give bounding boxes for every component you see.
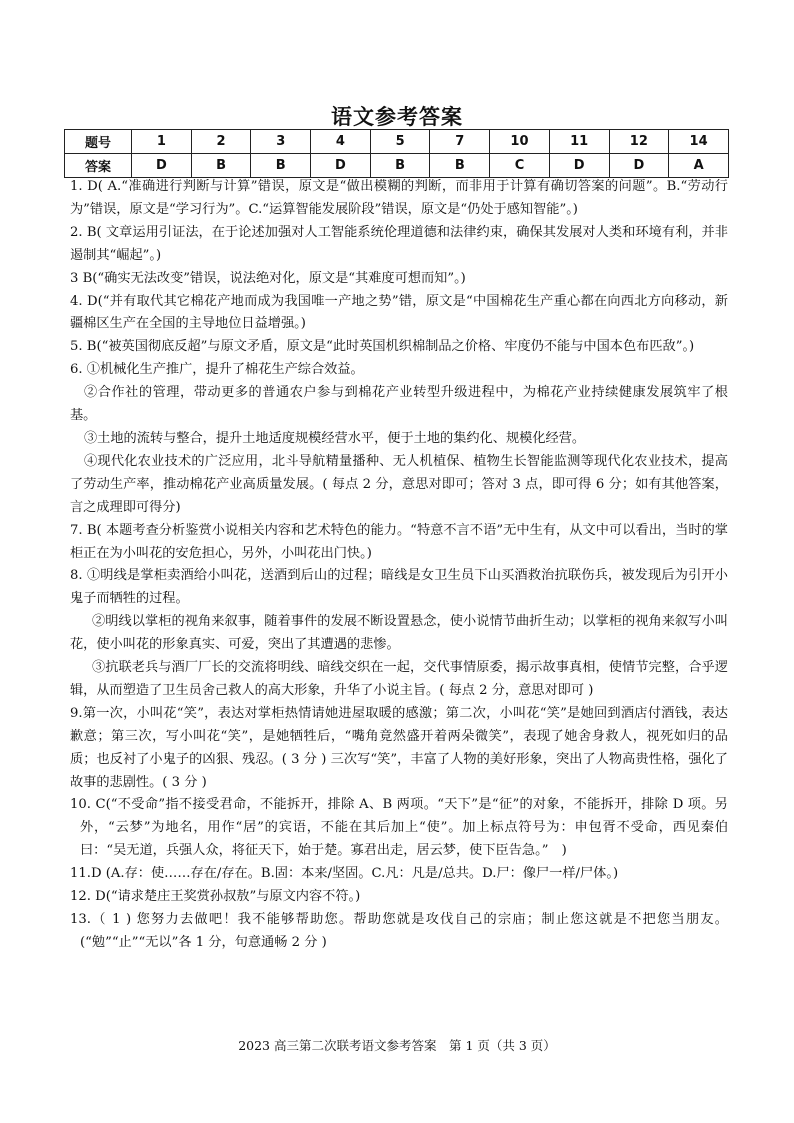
answer-11-explanation: 11.D (A.存：使……存在/存在。B.固：本来/坚固。C.凡：凡是/总共。D.尸：像尸一样/尸体。) <box>70 866 619 882</box>
table-answer-label: 答案 <box>65 154 132 178</box>
answer-table-answer-row <box>65 154 729 178</box>
answer-8-point-1: 8. ①明线是掌柜卖酒给小叫花，送酒到后山的过程；暗线是女卫生员下山买酒救治抗联伤兵，被发现后为引开小鬼子而牺牲的过程。 <box>70 568 728 607</box>
answer-6-point-3: ③土地的流转与整合，提升土地适度规模经营水平，便于土地的集约化、规模化经营。 <box>84 430 586 446</box>
question-number: 1 <box>132 130 192 154</box>
answer-3-explanation: 3 B(“确实无法改变”错误，说法绝对化，原文是“其难度可想而知”。) <box>70 270 466 286</box>
answer-letter: B <box>370 154 430 178</box>
question-number: 2 <box>191 130 251 154</box>
answer-6-point-2: ②合作社的管理，带动更多的普通农户参与到棉花产业转型升级进程中，为棉花产业持续健康发展筑牢了根基。 <box>70 385 728 424</box>
question-number: 4 <box>311 130 371 154</box>
question-number: 11 <box>549 130 609 154</box>
answer-explanations <box>70 176 728 955</box>
answer-9-explanation: 9.第一次，小叫花“笑”，表达对掌柜热情请她进屋取暖的感激；第二次，小叫花“笑”是她回到酒店付酒钱，表达歉意；第三次，写小叫花“笑”，是她牺牲后，“嘴角竟然盛开着两朵微笑”，表现了她舍身救人，视死如归的品质；也反衬了小鬼子的凶狠、残忍。( 3 分 ) 三次写“笑”，丰富了人物的美好形象，突出了人物高贵性格，强化了故事的悲剧性。( 3 分 ) <box>70 705 728 790</box>
answer-5-explanation: 5. B(“被英国彻底反超”与原文矛盾，原文是“此时英国机织棉制品之价格、牢度仍不能与中国本色布匹敌”。) <box>70 339 695 355</box>
answer-letter: C <box>490 154 550 178</box>
answer-7-explanation: 7. B( 本题考查分析鉴赏小说相关内容和艺术特色的能力。“特意不言不语”无中生有，从文中可以看出，当时的掌柜正在为小叫花的安危担心，另外，小叫花出门快。) <box>70 522 728 561</box>
answer-letter: D <box>609 154 669 178</box>
question-number: 12 <box>609 130 669 154</box>
answer-letter: A <box>669 154 729 178</box>
answer-8-point-2: ②明线以掌柜的视角来叙事，随着事件的发展不断设置悬念，使小说情节曲折生动；以掌柜的视角来叙写小叫花，使小叫花的形象真实、可爱，突出了其遭遇的悲惨。 <box>70 614 728 653</box>
page-title: 语文参考答案 <box>331 104 463 129</box>
answer-1-explanation: 1. D( A.“准确进行判断与计算”错误，原文是“做出模糊的判断，而非用于计算有确切答案的问题”。B.“劳动行为”错误，原文是“学习行为”。C.“运算智能发展阶段”错误，原文是“仍处于感知智能”。) <box>70 179 728 217</box>
answer-10-explanation: 10. C(“不受命”指不接受君命，不能拆开，排除 A、B 两项。“天下”是“征”的对象，不能拆开，排除 D 项。另外，“云梦”为地名，用作“居”的宾语，不能在其后加上“使”。加上标点符号为：申包胥不受命，西见秦伯曰：“吴无道，兵强人众，将征天下，始于楚。寡君出走，居云梦，使下臣告急。” ) <box>70 797 728 859</box>
answer-4-explanation: 4. D(“并有取代其它棉花产地而成为我国唯一产地之势”错，原文是“中国棉花生产重心都在向西北方向移动，新疆棉区生产在全国的主导地位日益增强。) <box>70 293 728 332</box>
answer-letter: B <box>430 154 490 178</box>
answer-12-explanation: 12. D(“请求楚庄王奖赏孙叔敖”与原文内容不符。) <box>70 889 361 905</box>
answer-letter: B <box>251 154 311 178</box>
table-header-label: 题号 <box>65 130 132 154</box>
answer-letter: B <box>191 154 251 178</box>
answer-2-explanation: 2. B( 文章运用引证法，在于论述加强对人工智能系统伦理道德和法律约束，确保其发展对人类和环境有利，并非遏制其“崛起”。) <box>70 224 728 263</box>
question-number: 5 <box>370 130 430 154</box>
answer-table <box>64 129 729 178</box>
answer-letter: D <box>311 154 371 178</box>
question-number: 14 <box>669 130 729 154</box>
question-number: 10 <box>490 130 550 154</box>
page-footer: 2023 高三第二次联考语文参考答案 第 1 页（共 3 页） <box>238 1038 556 1053</box>
answer-6-point-4: ④现代化农业技术的广泛应用，北斗导航精量播种、无人机植保、植物生长智能监测等现代化农业技术，提高了劳动生产率，推动棉花产业高质量发展。( 每点 2 分，意思对即可；答对 3 点，即可得 6 分；如有其他答案，言之成理即可得分) <box>70 453 728 515</box>
question-number: 7 <box>430 130 490 154</box>
answer-6-point-1: 6. ①机械化生产推广，提升了棉花生产综合效益。 <box>70 362 364 378</box>
answer-13-explanation: 13.（ 1 ) 您努力去做吧！我不能够帮助您。帮助您就是攻伐自己的宗庙；制止您这就是不把您当朋友。(“勉”“止”“无以”各 1 分，句意通畅 2 分 ) <box>70 912 728 950</box>
answer-letter: D <box>132 154 192 178</box>
question-number: 3 <box>251 130 311 154</box>
answer-letter: D <box>549 154 609 178</box>
answer-table-header-row <box>65 130 729 154</box>
answer-8-point-3: ③抗联老兵与酒厂厂长的交流将明线、暗线交织在一起，交代事情原委，揭示故事真相，使情节完整，合乎逻辑，从而塑造了卫生员舍己救人的高大形象，升华了小说主旨。( 每点 2 分，意思对即可 ) <box>70 660 728 698</box>
